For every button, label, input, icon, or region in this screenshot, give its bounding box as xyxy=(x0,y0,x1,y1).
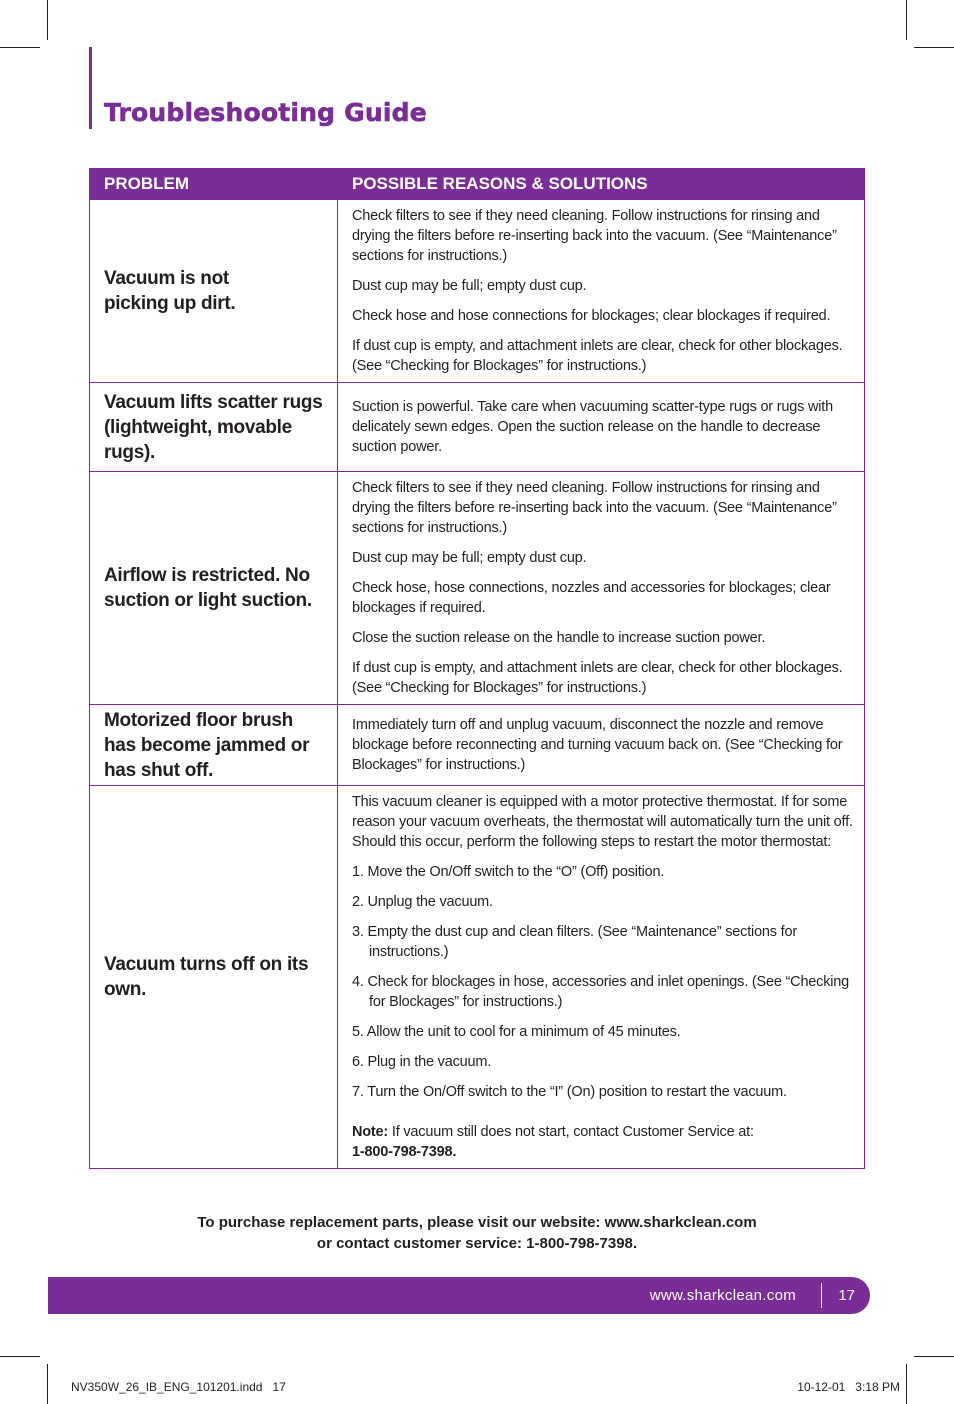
crop-mark xyxy=(47,1364,48,1404)
solution-item: If dust cup is empty, and attachment inlets are clear, check for other blockages. (See “Checking for Blockages” for instructions.) xyxy=(352,660,843,696)
footer-line: or contact customer service: 1-800-798-7398. xyxy=(316,1235,638,1252)
crop-mark xyxy=(0,47,40,48)
step-item: 5. Allow the unit to cool for a minimum of 45 minutes. xyxy=(352,1024,681,1040)
footer-divider xyxy=(821,1283,822,1308)
solution-item: Check hose and hose connections for blockages; clear blockages if required. xyxy=(352,308,831,324)
page-title: Troubleshooting Guide xyxy=(104,98,427,127)
solutions-cell xyxy=(338,786,864,1168)
problem-cell xyxy=(90,383,338,471)
page-number: 17 xyxy=(838,1287,855,1304)
step-item: 4. Check for blockages in hose, accessories and inlet openings. (See “Checking for Blockages” for instructions.) xyxy=(352,974,850,1010)
solution-item: Dust cup may be full; empty dust cup. xyxy=(352,550,587,566)
note-phone: 1-800-798-7398. xyxy=(352,1144,457,1160)
crop-mark xyxy=(906,0,907,40)
crop-mark xyxy=(914,1356,954,1357)
problem-cell xyxy=(90,200,338,382)
solution-item: Check hose, hose connections, nozzles and accessories for blockages; clear blockages if required. xyxy=(352,580,831,616)
step-item: 3. Empty the dust cup and clean filters. (See “Maintenance” sections for instructions.) xyxy=(352,924,797,960)
table-row xyxy=(90,382,864,471)
solution-item: If dust cup is empty, and attachment inlets are clear, check for other blockages. (See “Checking for Blockages” for instructions.) xyxy=(352,338,843,374)
table-row xyxy=(90,199,864,382)
solution-item: Close the suction release on the handle to increase suction power. xyxy=(352,630,766,646)
solution-item: Immediately turn off and unplug vacuum, disconnect the nozzle and remove blockage before reconnecting and turning vacuum back on. (See “Checking for Blockages” for instructions.) xyxy=(352,717,843,773)
solutions-cell xyxy=(338,472,864,704)
crop-mark xyxy=(47,0,48,40)
troubleshooting-table xyxy=(89,168,865,1169)
problem-text: Motorized floor brush has become jammed or has shut off. xyxy=(104,709,310,781)
problem-text: Vacuum is not picking up dirt. xyxy=(104,268,236,314)
solutions-cell xyxy=(338,383,864,471)
step-item: 7. Turn the On/Off switch to the “I” (On) position to restart the vacuum. xyxy=(352,1084,787,1100)
problem-cell xyxy=(90,705,338,785)
note-text: If vacuum still does not start, contact Customer Service at: xyxy=(388,1124,754,1140)
table-row xyxy=(90,704,864,785)
problem-text: Vacuum lifts scatter rugs (lightweight, movable rugs). xyxy=(104,391,323,463)
print-slug-file: NV350W_26_IB_ENG_101201.indd 17 xyxy=(71,1380,286,1394)
problem-cell xyxy=(90,786,338,1168)
crop-mark xyxy=(0,1356,40,1357)
header-solutions: POSSIBLE REASONS & SOLUTIONS xyxy=(352,174,648,193)
problem-text: Airflow is restricted. No suction or light suction. xyxy=(104,565,312,611)
solutions-cell xyxy=(338,200,864,382)
problem-cell xyxy=(90,472,338,704)
crop-mark xyxy=(906,1364,907,1404)
table-header xyxy=(90,169,864,199)
step-item: 1. Move the On/Off switch to the “O” (Off) position. xyxy=(352,864,665,880)
solution-item: Dust cup may be full; empty dust cup. xyxy=(352,278,587,294)
print-slug-date: 10-12-01 3:18 PM xyxy=(797,1380,900,1394)
crop-mark xyxy=(914,47,954,48)
header-problem: PROBLEM xyxy=(104,174,189,193)
solution-item: Check filters to see if they need cleaning. Follow instructions for rinsing and drying the filters before re-inserting back into the vacuum. (See “Maintenance” sections for instructions.) xyxy=(352,208,837,264)
footer-band xyxy=(48,1277,870,1314)
solution-intro: This vacuum cleaner is equipped with a motor protective thermostat. If for some reason your vacuum overheats, the thermostat will automatically turn the unit off. Should this occur, perform the following steps to restart the motor thermostat: xyxy=(352,794,853,850)
replacement-parts-note xyxy=(89,1212,865,1254)
note xyxy=(352,1122,856,1162)
solutions-cell xyxy=(338,705,864,785)
table-row xyxy=(90,785,864,1168)
solution-item: Check filters to see if they need cleaning. Follow instructions for rinsing and drying the filters before re-inserting back into the vacuum. (See “Maintenance” sections for instructions.) xyxy=(352,480,837,536)
website-link[interactable]: www.sharkclean.com xyxy=(649,1287,796,1304)
solution-item: Suction is powerful. Take care when vacuuming scatter-type rugs or rugs with delicately sewn edges. Open the suction release on the handle to decrease suction power. xyxy=(352,399,833,455)
note-label: Note: xyxy=(352,1124,389,1140)
step-item: 6. Plug in the vacuum. xyxy=(352,1054,492,1070)
step-item: 2. Unplug the vacuum. xyxy=(352,894,493,910)
footer-line: To purchase replacement parts, please visit our website: www.sharkclean.com xyxy=(197,1214,757,1231)
problem-text: Vacuum turns off on its own. xyxy=(104,954,309,1000)
title-accent-bar xyxy=(89,47,92,129)
table-row xyxy=(90,471,864,704)
